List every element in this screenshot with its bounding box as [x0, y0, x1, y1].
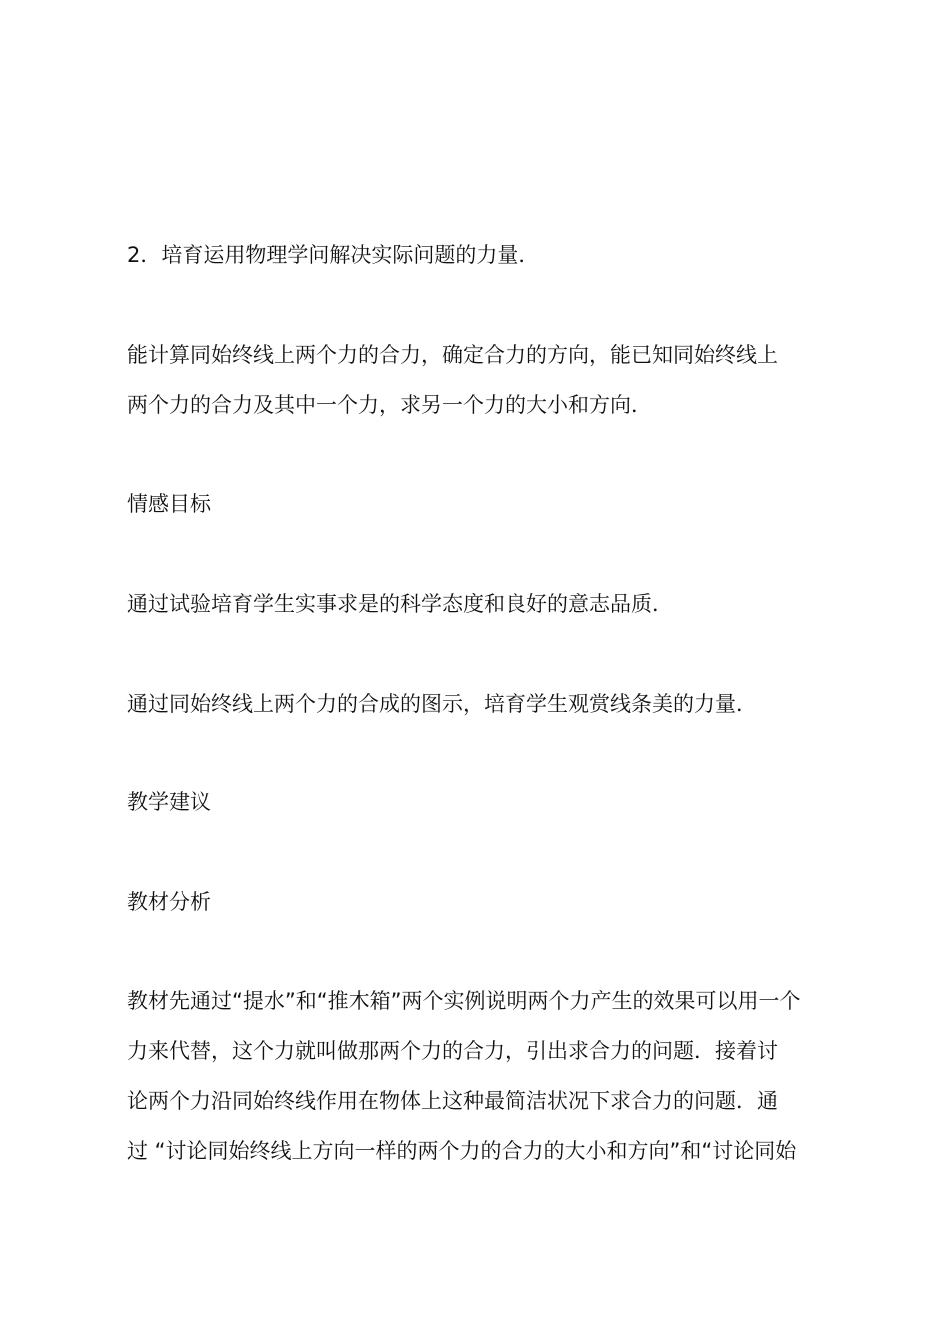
paragraph-resultant-force-skill [127, 330, 833, 430]
section-heading-emotional-goals [127, 479, 833, 529]
paragraph-textbook-analysis [127, 976, 833, 1176]
paragraph-experiment-attitude [127, 579, 833, 629]
heading-text: 教学建议 [127, 790, 211, 814]
text-line: 通过同始终线上两个力的合成的图示，培育学生观赏线条美的力量． [127, 692, 757, 716]
text-line: 过 “讨论同始终线上方向一样的两个力的合力的大小和方向”和“讨论同始 [127, 1139, 797, 1163]
section-heading-textbook-analysis [127, 877, 833, 927]
text-line: 论两个力沿同始终线作用在物体上这种最简洁状况下求合力的问题．通 [127, 1089, 778, 1113]
heading-text: 教材分析 [127, 890, 211, 914]
text-line: 2．培育运用物理学问解决实际问题的力量． [127, 243, 540, 267]
text-line: 力来代替，这个力就叫做那两个力的合力，引出求合力的问题．接着讨 [127, 1039, 778, 1063]
text-line: 两个力的合力及其中一个力，求另一个力的大小和方向． [127, 393, 652, 417]
text-line: 通过试验培育学生实事求是的科学态度和良好的意志品质． [127, 592, 673, 616]
text-line: 教材先通过“提水”和“推木箱”两个实例说明两个力产生的效果可以用一个 [127, 989, 801, 1013]
paragraph-ability-goal-2 [127, 230, 833, 280]
text-line: 能计算同始终线上两个力的合力，确定合力的方向，能已知同始终线上 [127, 343, 778, 367]
section-heading-teaching-suggestions [127, 777, 833, 827]
paragraph-line-beauty [127, 679, 833, 729]
heading-text: 情感目标 [127, 492, 211, 516]
